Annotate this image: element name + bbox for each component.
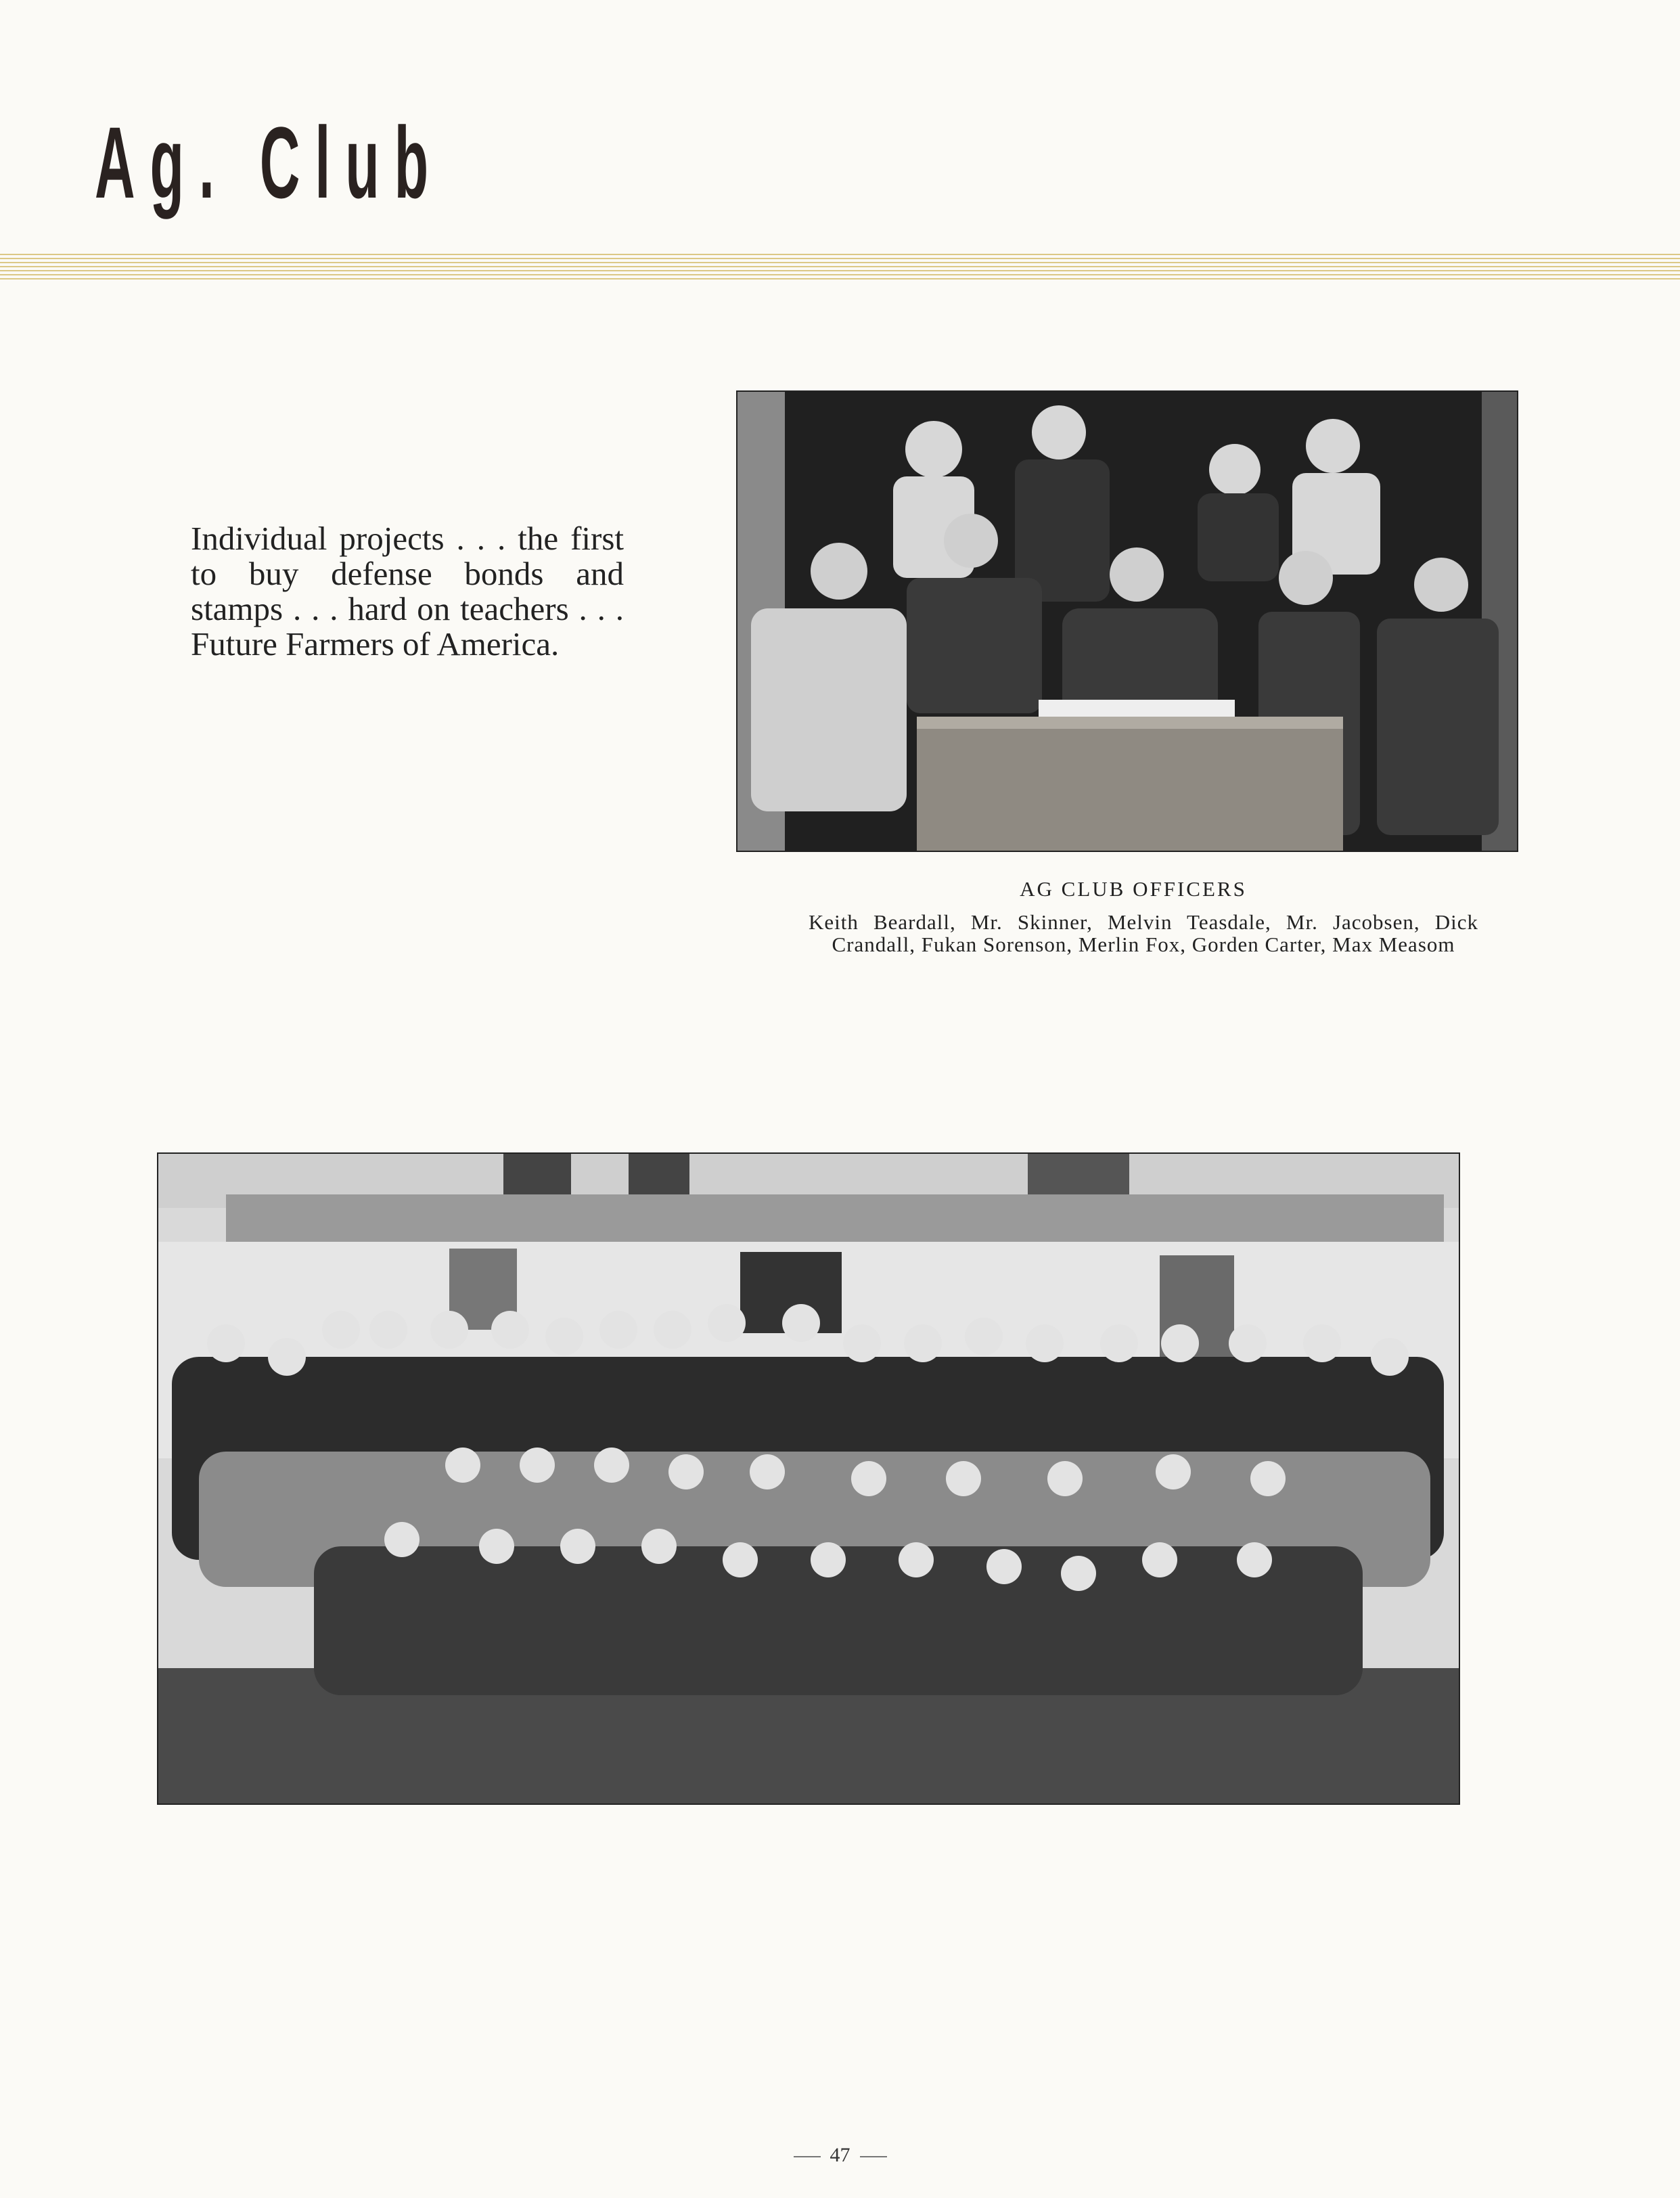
page-number <box>0 2144 1680 2167</box>
intro-text: Individual projects . . . the first to buy defense bonds and stamps . . . hard on teachers . . . Future Farmers of America. <box>191 520 624 663</box>
group-photo <box>157 1152 1460 1805</box>
page-number-dash-right <box>860 2156 887 2157</box>
page-number-text: 47 <box>830 2144 850 2166</box>
officers-caption-title: AG CLUB OFFICERS <box>1020 877 1247 901</box>
page-title: Ag. Club <box>95 106 444 219</box>
officers-caption-names: Keith Beardall, Mr. Skinner, Melvin Teasdale, Mr. Jacobsen, Dick Crandall, Fukan Sorenson, Merlin Fox, Gorden Carter, Max Measom <box>809 910 1478 956</box>
officers-photo <box>736 390 1518 852</box>
page-number-dash-left <box>794 2156 821 2157</box>
decorative-rule <box>0 254 1680 279</box>
